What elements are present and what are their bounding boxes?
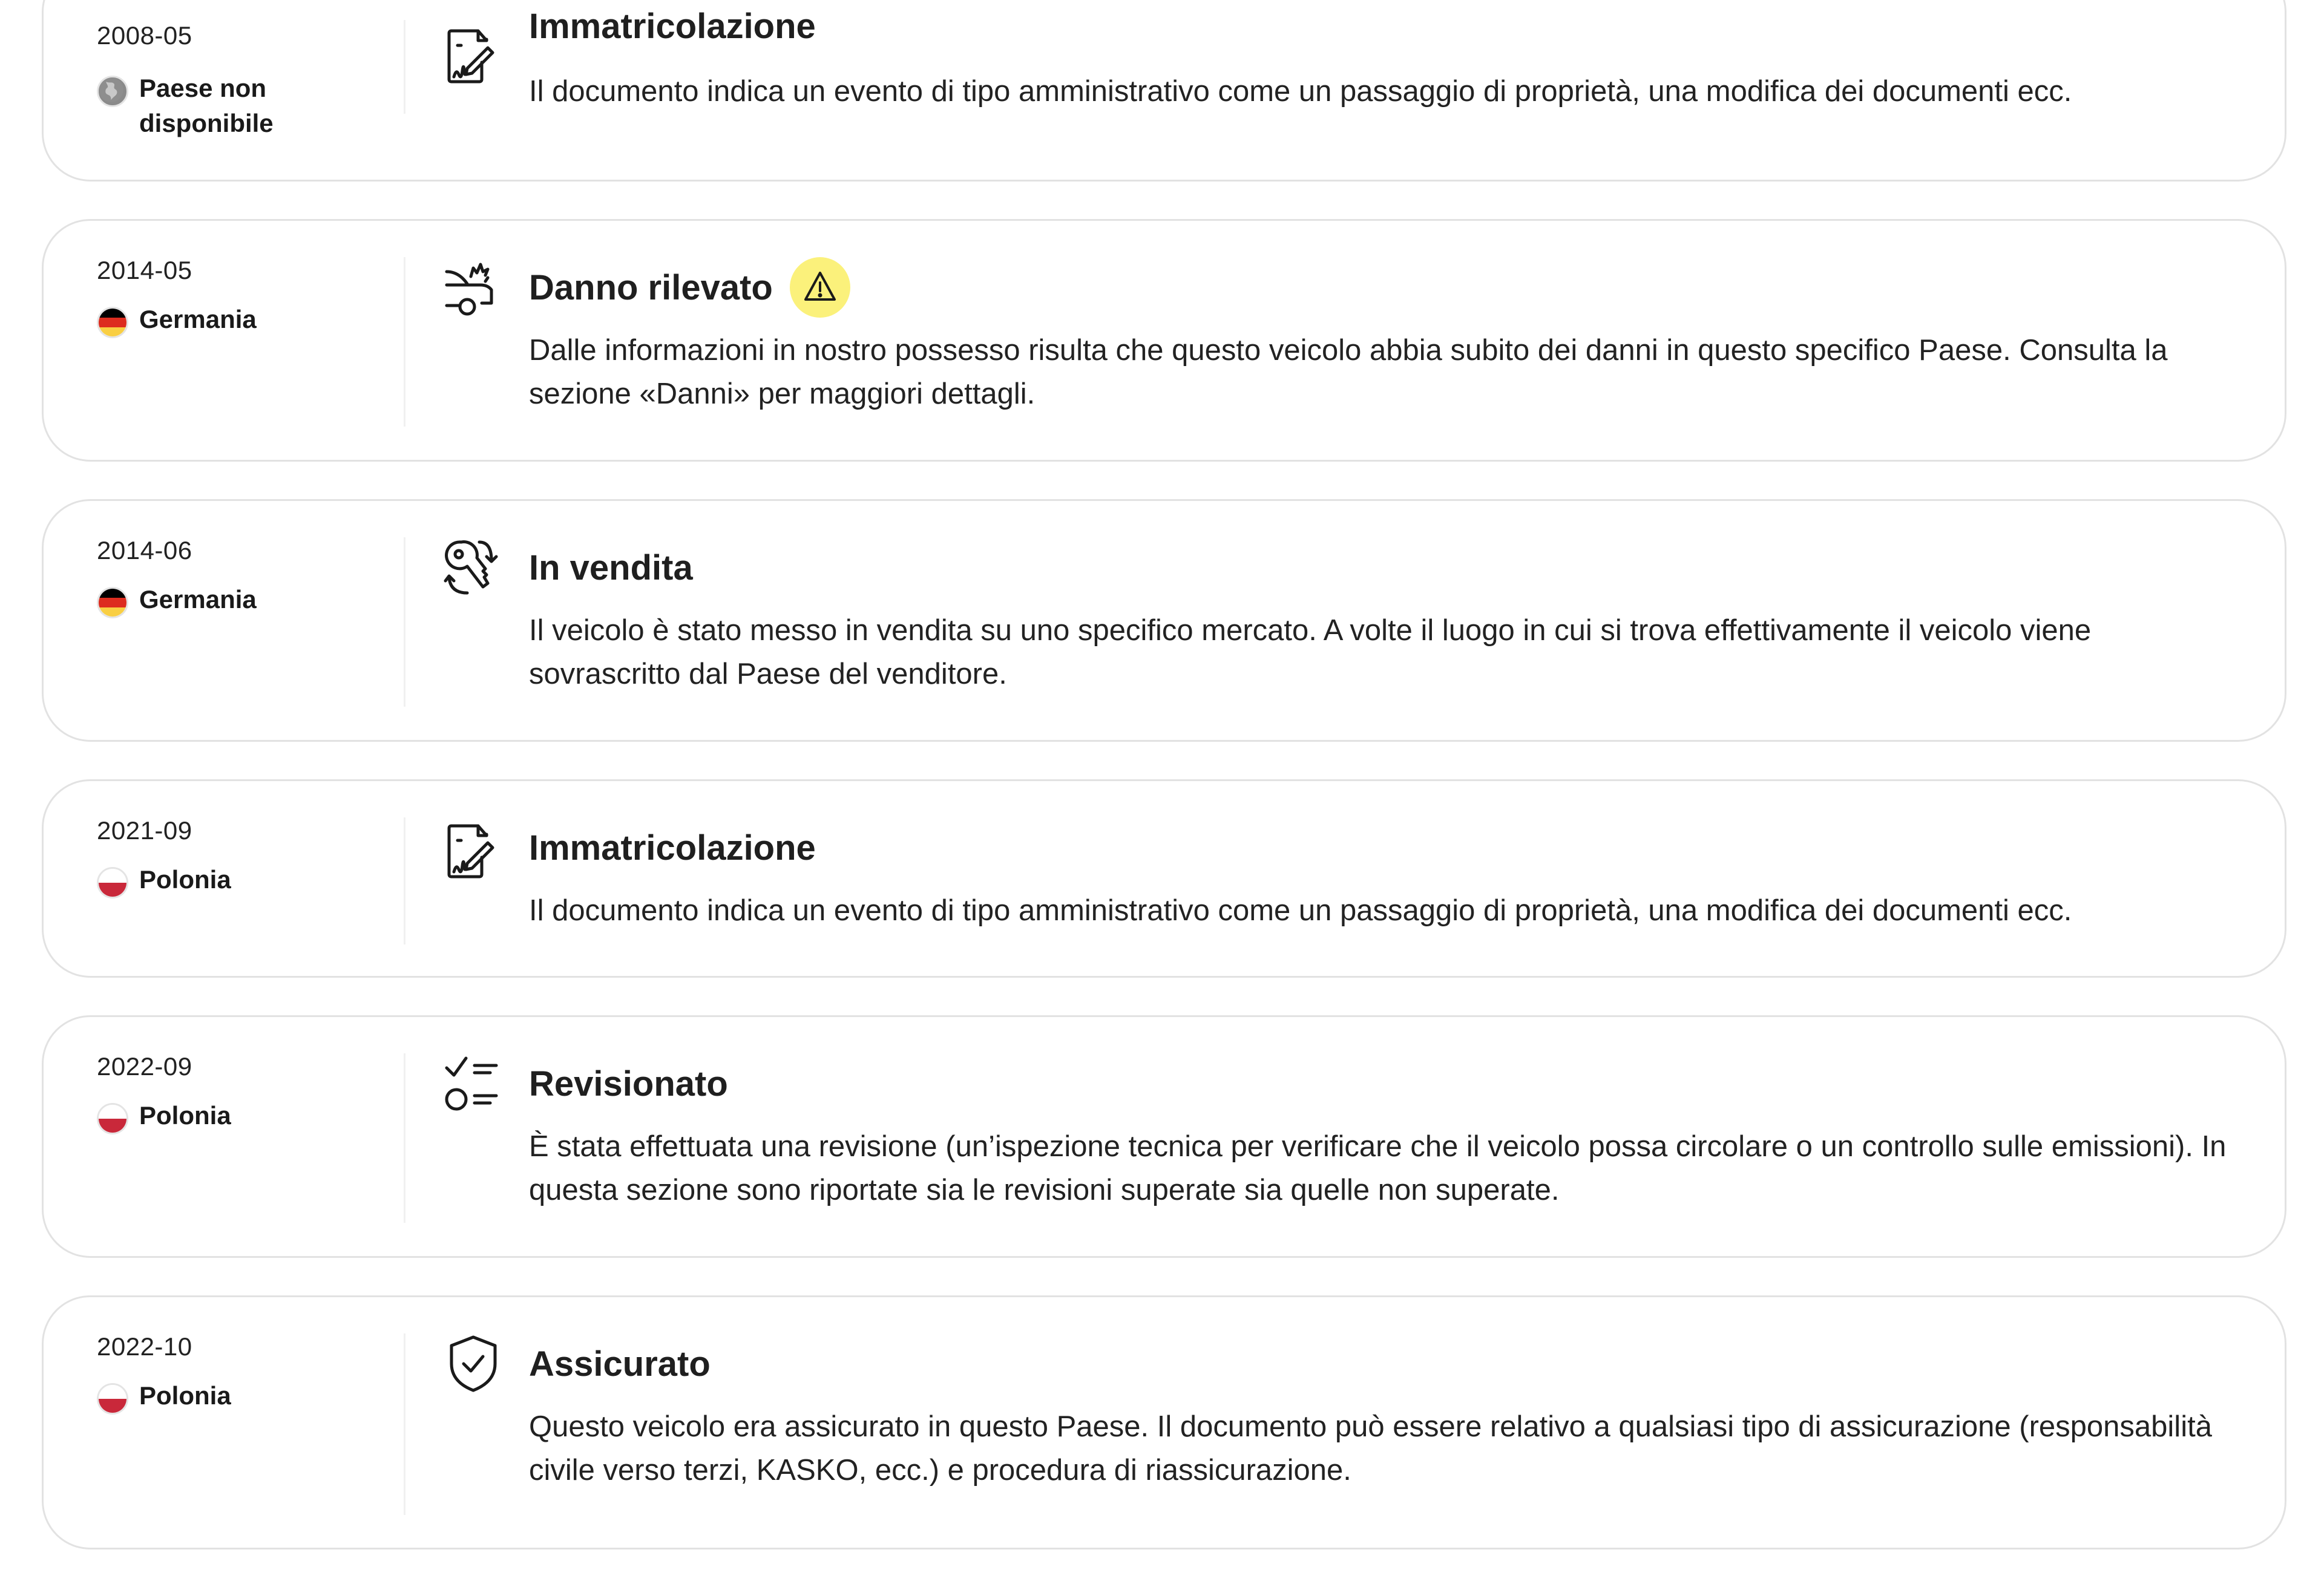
divider [404, 1053, 405, 1223]
event-country [97, 862, 231, 898]
event-description: Il documento indica un evento di tipo amministrativo come un passaggio di proprietà, una modifica dei documenti ecc. [529, 75, 2072, 108]
event-date: 2022-10 [97, 1332, 192, 1361]
event-title-row [529, 0, 816, 56]
event-date: 2014-05 [97, 256, 192, 284]
country-name: Germania [139, 305, 257, 333]
country-name: Paese non disponibile [139, 74, 274, 137]
key-exchange-icon [443, 537, 504, 598]
divider [404, 537, 405, 707]
car-crash-icon [443, 257, 504, 318]
event-country [97, 302, 257, 338]
event-country [97, 71, 278, 141]
event-title: Assicurato [529, 1344, 711, 1384]
event-title-row [529, 817, 816, 878]
event-title-row [529, 1053, 728, 1114]
event-title-row [529, 257, 850, 318]
event-date: 2008-05 [97, 21, 192, 50]
event-title: In vendita [529, 548, 693, 587]
event-country [97, 1098, 231, 1134]
document-signature-icon [443, 821, 504, 882]
event-title-row [529, 1333, 711, 1394]
timeline-event-card [42, 499, 2286, 742]
event-title: Immatricolazione [529, 828, 816, 868]
checklist-icon [443, 1053, 504, 1114]
event-description: Il veicolo è stato messo in vendita su uno specifico mercato. A volte il luogo in cui si trova effettivamente il veicolo viene sovrascritto dal Paese del venditore. [529, 614, 2092, 690]
divider [404, 20, 405, 114]
event-description: È stata effettuata una revisione (un’ispezione tecnica per verificare che il veicolo possa circolare o un controllo sulle emissioni). In questa sezione sono riportate sia le revisioni superate sia quelle non superate. [529, 1130, 2227, 1206]
timeline-event-card [42, 1015, 2286, 1258]
event-description: Dalle informazioni in nostro possesso risulta che questo veicolo abbia subito dei danni in questo specifico Paese. Consulta la sezione «Danni» per maggiori dettagli. [529, 334, 2168, 410]
warning-badge [790, 257, 850, 318]
divider [404, 1333, 405, 1515]
event-description: Questo veicolo era assicurato in questo Paese. Il documento può essere relativo a qualsiasi tipo di assicurazione (responsabilità civile verso terzi, KASKO, ecc.) e procedura di riassicurazione. [529, 1410, 2212, 1487]
divider [404, 817, 405, 944]
vehicle-history-timeline [42, 0, 2286, 1587]
timeline-event-card [42, 1295, 2286, 1549]
event-date: 2021-09 [97, 816, 192, 845]
country-name: Polonia [139, 865, 231, 894]
event-description: Il documento indica un evento di tipo amministrativo come un passaggio di proprietà, una modifica dei documenti ecc. [529, 894, 2072, 927]
flag-poland-icon [97, 1383, 128, 1415]
event-date: 2022-09 [97, 1052, 192, 1081]
flag-germany-icon [97, 307, 128, 338]
event-country [97, 1378, 231, 1415]
country-name: Germania [139, 585, 257, 614]
country-name: Polonia [139, 1381, 231, 1410]
timeline-event-card [42, 219, 2286, 462]
timeline-event-card [42, 779, 2286, 978]
event-date: 2014-06 [97, 536, 192, 564]
event-title: Danno rilevato [529, 267, 773, 307]
globe-icon [97, 76, 128, 107]
warning-triangle-icon [802, 269, 838, 306]
divider [404, 257, 405, 427]
document-signature-icon [443, 26, 504, 87]
event-title: Revisionato [529, 1064, 728, 1104]
shield-check-icon [443, 1333, 504, 1394]
flag-poland-icon [97, 867, 128, 898]
flag-poland-icon [97, 1103, 128, 1134]
timeline-event-card [42, 0, 2286, 182]
country-name: Polonia [139, 1101, 231, 1130]
event-title: Immatricolazione [529, 6, 816, 46]
event-title-row [529, 537, 693, 598]
flag-germany-icon [97, 587, 128, 618]
event-country [97, 582, 257, 618]
